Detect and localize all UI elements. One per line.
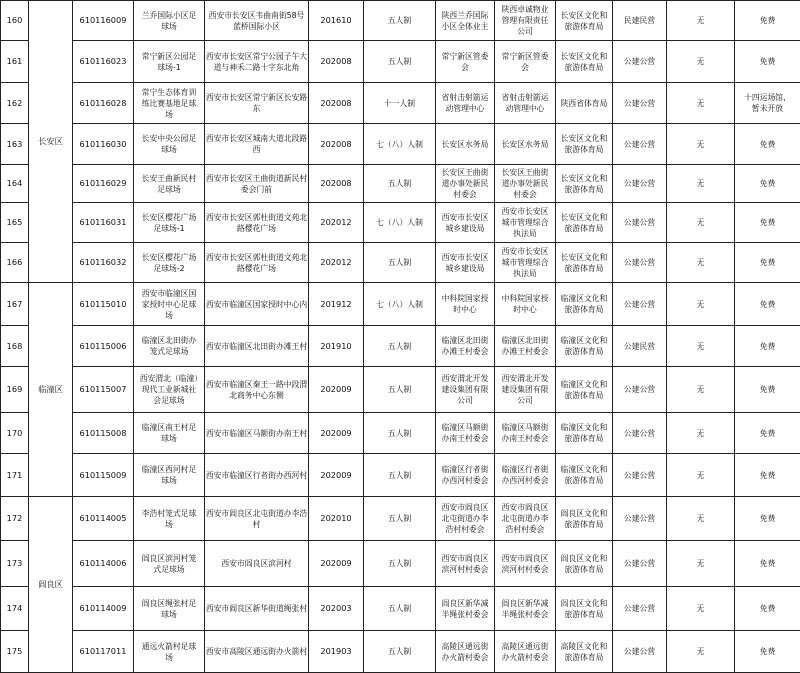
cell-owner: 临潼区马额街办南王村委会 — [436, 413, 495, 454]
table-row — [1, 83, 800, 124]
cell-name: 常宁新区公园足球场-1 — [134, 41, 205, 83]
cell-owner: 西安市阎良区北屯街道办李浩村村委会 — [436, 497, 495, 541]
cell-name: 通远火箭村足球场 — [134, 631, 205, 673]
table-row — [1, 587, 800, 631]
cell-extra: 无 — [667, 454, 735, 497]
cell-no: 170 — [1, 413, 29, 454]
cell-extra: 无 — [667, 165, 735, 203]
cell-owner: 高陵区通远街办火箭村委会 — [436, 631, 495, 673]
cell-address: 西安市长安区常宁新区长安路东 — [205, 83, 309, 124]
cell-format: 五人制 — [364, 165, 436, 203]
table-row — [1, 497, 800, 541]
cell-extra: 无 — [667, 1, 735, 41]
table-row — [1, 41, 800, 83]
cell-authority: 临潼区文化和旅游体育局 — [556, 367, 613, 413]
cell-fee: 免费 — [735, 283, 800, 326]
cell-authority: 临潼区文化和旅游体育局 — [556, 326, 613, 367]
cell-district: 长安区 — [29, 1, 73, 283]
cell-name: 长安区樱花广场足球场-2 — [134, 243, 205, 283]
cell-mode: 民建民营 — [613, 1, 667, 41]
cell-fee: 免费 — [735, 203, 800, 243]
cell-code: 610116028 — [73, 83, 134, 124]
cell-district: 临潼区 — [29, 283, 73, 497]
cell-owner: 西安市长安区城乡建设局 — [436, 243, 495, 283]
table-row — [1, 367, 800, 413]
cell-manager: 常宁新区管委会 — [495, 41, 556, 83]
cell-code: 610116031 — [73, 203, 134, 243]
cell-no: 175 — [1, 631, 29, 673]
cell-name: 阎良区滨河村笼式足球场 — [134, 541, 205, 587]
cell-district: 阎良区 — [29, 497, 73, 673]
cell-address: 西安市长安区城南大道北段路西 — [205, 124, 309, 165]
cell-no: 173 — [1, 541, 29, 587]
table-row — [1, 124, 800, 165]
cell-code: 610115007 — [73, 367, 134, 413]
cell-address: 西安市长安区郭杜街道文苑北路樱花广场 — [205, 203, 309, 243]
cell-extra: 无 — [667, 283, 735, 326]
cell-owner: 中科院国家授时中心 — [436, 283, 495, 326]
cell-name: 阎良区绳张村足球场 — [134, 587, 205, 631]
cell-built: 202008 — [309, 83, 364, 124]
cell-no: 164 — [1, 165, 29, 203]
cell-authority: 临潼区文化和旅游体育局 — [556, 454, 613, 497]
cell-extra: 无 — [667, 541, 735, 587]
cell-name: 西安市临潼区国家授时中心足球场 — [134, 283, 205, 326]
cell-owner: 常宁新区管委会 — [436, 41, 495, 83]
cell-code: 610115008 — [73, 413, 134, 454]
cell-mode: 公建公营 — [613, 203, 667, 243]
cell-authority: 阎良区文化和旅游体育局 — [556, 497, 613, 541]
cell-no: 166 — [1, 243, 29, 283]
cell-code: 610116029 — [73, 165, 134, 203]
cell-address: 西安市阎良区滨河村 — [205, 541, 309, 587]
cell-address: 西安市临潼区国家授时中心内 — [205, 283, 309, 326]
cell-address: 西安市临潼区马额街办南王村 — [205, 413, 309, 454]
cell-fee: 免费 — [735, 413, 800, 454]
cell-code: 610117011 — [73, 631, 134, 673]
table-row — [1, 165, 800, 203]
cell-address: 西安市临潼区秦王一路中段渭北商务中心东侧 — [205, 367, 309, 413]
cell-address: 西安市阎良区北屯街道办李浩村 — [205, 497, 309, 541]
cell-owner: 陕西兰乔国际小区全体业主 — [436, 1, 495, 41]
cell-address: 西安市临潼区北田街办滩王村 — [205, 326, 309, 367]
cell-fee: 免费 — [735, 1, 800, 41]
cell-extra: 无 — [667, 83, 735, 124]
cell-built: 202009 — [309, 454, 364, 497]
cell-no: 161 — [1, 41, 29, 83]
cell-manager: 临潼区行者街办西河村委会 — [495, 454, 556, 497]
cell-fee: 免费 — [735, 587, 800, 631]
cell-owner: 长安区水务局 — [436, 124, 495, 165]
cell-name: 常宁生态体育训练比赛基地足球场 — [134, 83, 205, 124]
cell-no: 172 — [1, 497, 29, 541]
cell-built: 202009 — [309, 367, 364, 413]
cell-authority: 阎良区文化和旅游体育局 — [556, 587, 613, 631]
cell-format: 五人制 — [364, 454, 436, 497]
cell-authority: 阎良区文化和旅游体育局 — [556, 541, 613, 587]
cell-code: 610114009 — [73, 587, 134, 631]
cell-manager: 长安区王曲街道办事处新民村委会 — [495, 165, 556, 203]
cell-manager: 西安市长安区城市管理综合执法局 — [495, 243, 556, 283]
table-row — [1, 203, 800, 243]
cell-code: 610116023 — [73, 41, 134, 83]
cell-address: 西安市长安区韦曲南街58号蓝桥国际小区 — [205, 1, 309, 41]
cell-format: 五人制 — [364, 413, 436, 454]
cell-address: 西安市长安区常宁公园子午大道与神禾二路十字东北角 — [205, 41, 309, 83]
cell-format: 七（八）人制 — [364, 124, 436, 165]
cell-no: 162 — [1, 83, 29, 124]
cell-format: 五人制 — [364, 541, 436, 587]
cell-format: 五人制 — [364, 1, 436, 41]
table-body — [1, 1, 800, 673]
cell-manager: 长安区水务局 — [495, 124, 556, 165]
cell-mode: 公建民营 — [613, 326, 667, 367]
cell-format: 五人制 — [364, 631, 436, 673]
cell-mode: 公建公营 — [613, 367, 667, 413]
cell-address: 西安市临潼区行者街办西河村 — [205, 454, 309, 497]
cell-owner: 临潼区北田街办滩王村委会 — [436, 326, 495, 367]
cell-built: 202008 — [309, 41, 364, 83]
cell-fee: 免费 — [735, 165, 800, 203]
cell-manager: 陕西卓诚物业管理有限责任公司 — [495, 1, 556, 41]
cell-code: 610115010 — [73, 283, 134, 326]
cell-manager: 西安市阎良区北屯街道办李浩村村委会 — [495, 497, 556, 541]
cell-format: 五人制 — [364, 367, 436, 413]
cell-code: 610114005 — [73, 497, 134, 541]
cell-mode: 公建公营 — [613, 631, 667, 673]
cell-format: 七（八）人制 — [364, 283, 436, 326]
cell-no: 163 — [1, 124, 29, 165]
cell-owner: 阎良区新华减半绳张村委会 — [436, 587, 495, 631]
cell-manager: 西安市长安区城市管理综合执法局 — [495, 203, 556, 243]
cell-format: 七（八）人制 — [364, 203, 436, 243]
cell-manager: 西安渭北开发建设集团有限公司 — [495, 367, 556, 413]
cell-extra: 无 — [667, 631, 735, 673]
cell-built: 202009 — [309, 541, 364, 587]
cell-format: 五人制 — [364, 243, 436, 283]
cell-authority: 高陵区文化和旅游体育局 — [556, 631, 613, 673]
cell-manager: 临潼区马额街办南王村委会 — [495, 413, 556, 454]
cell-mode: 公建公营 — [613, 243, 667, 283]
cell-authority: 长安区文化和旅游体育局 — [556, 203, 613, 243]
cell-manager: 中科院国家授时中心 — [495, 283, 556, 326]
cell-name: 兰乔国际小区足球场 — [134, 1, 205, 41]
cell-code: 610116032 — [73, 243, 134, 283]
cell-fee: 免费 — [735, 541, 800, 587]
cell-owner: 西安渭北开发建设集团有限公司 — [436, 367, 495, 413]
cell-code: 610114006 — [73, 541, 134, 587]
cell-built: 202003 — [309, 587, 364, 631]
cell-built: 202012 — [309, 203, 364, 243]
cell-no: 160 — [1, 1, 29, 41]
cell-fee: 免费 — [735, 631, 800, 673]
cell-authority: 临潼区文化和旅游体育局 — [556, 283, 613, 326]
cell-extra: 无 — [667, 413, 735, 454]
cell-no: 171 — [1, 454, 29, 497]
cell-built: 202012 — [309, 243, 364, 283]
cell-name: 临潼区北田街办笼式足球场 — [134, 326, 205, 367]
cell-extra: 无 — [667, 587, 735, 631]
cell-format: 五人制 — [364, 587, 436, 631]
cell-owner: 省射击射箭运动管理中心 — [436, 83, 495, 124]
cell-built: 201903 — [309, 631, 364, 673]
cell-format: 五人制 — [364, 41, 436, 83]
cell-no: 165 — [1, 203, 29, 243]
cell-manager: 西安市阎良区滨河村村委会 — [495, 541, 556, 587]
cell-name: 临潼区南王村足球场 — [134, 413, 205, 454]
cell-built: 201912 — [309, 283, 364, 326]
cell-fee: 免费 — [735, 41, 800, 83]
table-row — [1, 1, 800, 41]
cell-owner: 长安区王曲街道办事处新民村委会 — [436, 165, 495, 203]
cell-authority: 长安区文化和旅游体育局 — [556, 243, 613, 283]
cell-mode: 公建公营 — [613, 497, 667, 541]
cell-mode: 公建公营 — [613, 124, 667, 165]
cell-format: 十一人制 — [364, 83, 436, 124]
cell-extra: 无 — [667, 497, 735, 541]
cell-address: 西安市阎良区新华街道绳张村 — [205, 587, 309, 631]
cell-built: 201910 — [309, 326, 364, 367]
cell-fee: 免费 — [735, 454, 800, 497]
cell-extra: 无 — [667, 41, 735, 83]
cell-no: 169 — [1, 367, 29, 413]
table-row — [1, 454, 800, 497]
cell-mode: 公建公营 — [613, 41, 667, 83]
cell-fee: 免费 — [735, 124, 800, 165]
cell-address: 西安市长安区王曲街道新民村委会门前 — [205, 165, 309, 203]
cell-code: 610116009 — [73, 1, 134, 41]
cell-name: 长安王曲新民村足球场 — [134, 165, 205, 203]
cell-fee: 免费 — [735, 497, 800, 541]
cell-built: 202008 — [309, 124, 364, 165]
cell-mode: 公建公营 — [613, 283, 667, 326]
cell-fee: 免费 — [735, 367, 800, 413]
cell-authority: 陕西省体育局 — [556, 83, 613, 124]
cell-name: 西安渭北（临潼）现代工业新城社会足球场 — [134, 367, 205, 413]
cell-no: 174 — [1, 587, 29, 631]
cell-address: 西安市长安区郭杜街道文苑北路樱花广场 — [205, 243, 309, 283]
table-row — [1, 413, 800, 454]
cell-no: 168 — [1, 326, 29, 367]
cell-built: 202008 — [309, 165, 364, 203]
cell-built: 202009 — [309, 413, 364, 454]
cell-mode: 公建公营 — [613, 413, 667, 454]
table-row — [1, 631, 800, 673]
cell-name: 临潼区西河村足球场 — [134, 454, 205, 497]
cell-built: 202010 — [309, 497, 364, 541]
cell-owner: 西安市阎良区滨河村村委会 — [436, 541, 495, 587]
cell-code: 610115006 — [73, 326, 134, 367]
cell-extra: 无 — [667, 367, 735, 413]
cell-no: 167 — [1, 283, 29, 326]
cell-format: 五人制 — [364, 326, 436, 367]
cell-extra: 无 — [667, 243, 735, 283]
cell-authority: 临潼区文化和旅游体育局 — [556, 413, 613, 454]
cell-built: 201610 — [309, 1, 364, 41]
cell-mode: 公建公营 — [613, 541, 667, 587]
cell-owner: 西安市长安区城乡建设局 — [436, 203, 495, 243]
cell-code: 610115009 — [73, 454, 134, 497]
table-row — [1, 283, 800, 326]
cell-manager: 省射击射箭运动管理中心 — [495, 83, 556, 124]
cell-mode: 公建公营 — [613, 165, 667, 203]
cell-authority: 长安区文化和旅游体育局 — [556, 124, 613, 165]
cell-authority: 长安区文化和旅游体育局 — [556, 41, 613, 83]
cell-fee: 免费 — [735, 326, 800, 367]
cell-manager: 临潼区北田街办滩王村委会 — [495, 326, 556, 367]
cell-mode: 公建公营 — [613, 587, 667, 631]
cell-name: 李浩村笼式足球场 — [134, 497, 205, 541]
cell-name: 长安中央公园足球场 — [134, 124, 205, 165]
cell-address: 西安市高陵区通远街办火箭村 — [205, 631, 309, 673]
table-row — [1, 326, 800, 367]
cell-code: 610116030 — [73, 124, 134, 165]
cell-owner: 临潼区行者街办西河村委会 — [436, 454, 495, 497]
table-row — [1, 541, 800, 587]
cell-mode: 公建公营 — [613, 454, 667, 497]
table-row — [1, 243, 800, 283]
cell-extra: 无 — [667, 203, 735, 243]
cell-fee: 十四运场馆，暂未开放 — [735, 83, 800, 124]
cell-fee: 免费 — [735, 243, 800, 283]
cell-manager: 阎良区新华减半绳张村委会 — [495, 587, 556, 631]
cell-extra: 无 — [667, 326, 735, 367]
cell-authority: 长安区文化和旅游体育局 — [556, 165, 613, 203]
cell-format: 五人制 — [364, 497, 436, 541]
cell-name: 长安区樱花广场足球场-1 — [134, 203, 205, 243]
cell-manager: 高陵区通远街办火箭村委会 — [495, 631, 556, 673]
cell-mode: 公建公营 — [613, 83, 667, 124]
cell-extra: 无 — [667, 124, 735, 165]
cell-authority: 长安区文化和旅游体育局 — [556, 1, 613, 41]
